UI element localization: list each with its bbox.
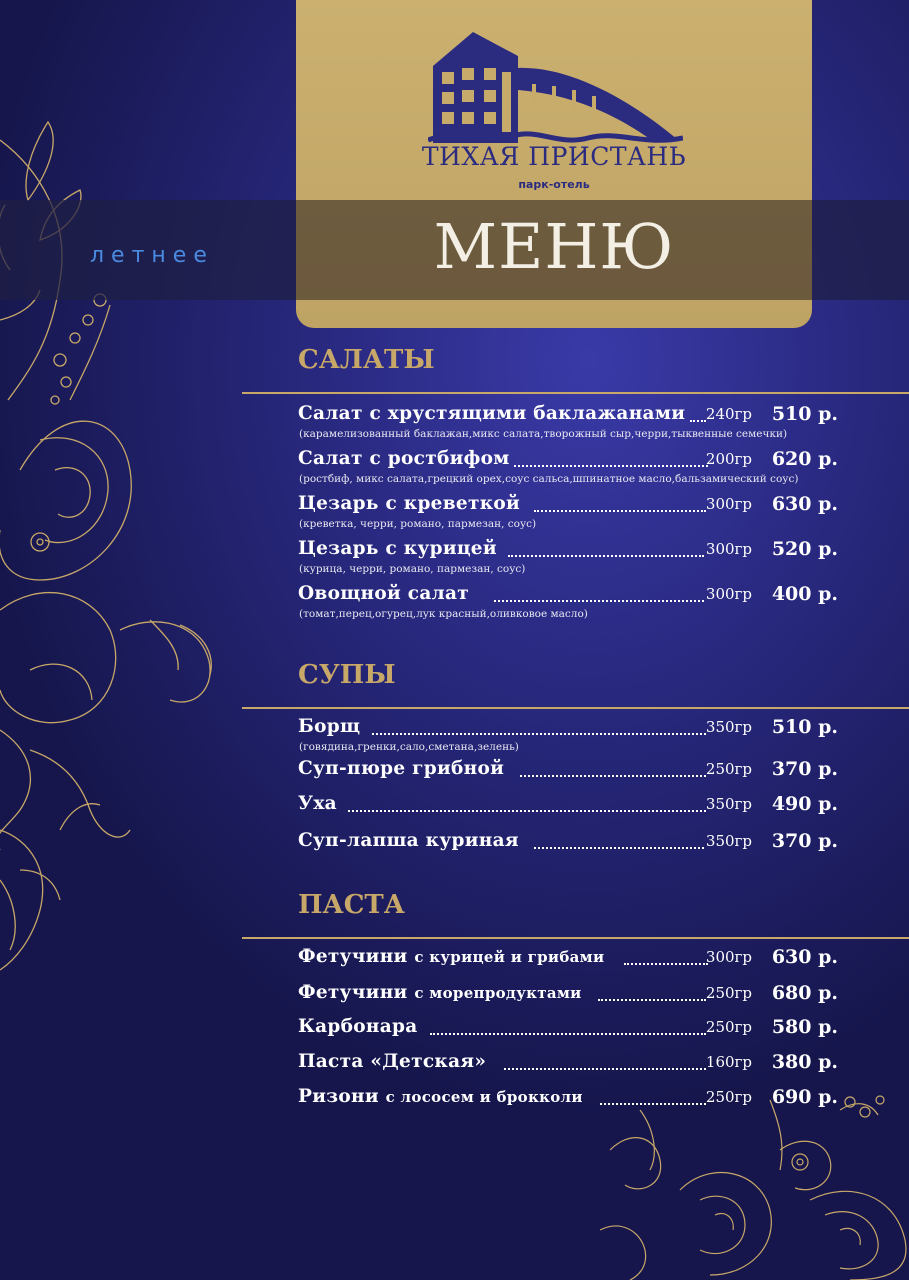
item-description: (говядина,гренки,сало,сметана,зелень): [299, 741, 519, 753]
item-name: Цезарь с креветкой: [298, 493, 521, 514]
item-name-rest: с курицей и грибами: [414, 948, 605, 966]
item-weight: 250гр: [705, 984, 752, 1002]
item-name: [298, 946, 604, 967]
item-price: 510 р.: [771, 716, 838, 738]
menu-item: [298, 1086, 838, 1114]
menu-item: [298, 1016, 838, 1044]
item-weight: 350гр: [705, 718, 752, 736]
hotel-subtitle: парк-отель: [518, 178, 590, 191]
dot-leader: [372, 723, 706, 735]
item-weight: 240гр: [705, 405, 752, 423]
dot-leader: [430, 1023, 706, 1035]
item-weight: 300гр: [705, 540, 752, 558]
menu-item: [298, 403, 838, 431]
item-name-main: Фетучини: [298, 982, 408, 1003]
item-description: (курица, черри, романо, пармезан, соус): [299, 563, 526, 575]
dot-leader: [504, 1058, 706, 1070]
menu-item: [298, 538, 838, 566]
menu-item: [298, 493, 838, 521]
menu-item: [298, 716, 838, 744]
item-name: Паста «Детская»: [298, 1051, 487, 1072]
item-weight: 250гр: [705, 1088, 752, 1106]
menu-item: [298, 982, 838, 1010]
hotel-name: ТИХАЯ ПРИСТАНЬ: [421, 142, 687, 171]
item-price: 370 р.: [771, 830, 838, 852]
item-name: Карбонара: [298, 1016, 418, 1037]
item-description: (креветка, черри, романо, пармезан, соус): [299, 518, 537, 530]
dot-leader: [534, 500, 706, 512]
section-title-pasta: ПАСТА: [298, 890, 405, 920]
item-name: Суп-пюре грибной: [298, 758, 505, 779]
dot-leader: [534, 837, 704, 849]
item-name: Овощной салат: [298, 583, 470, 604]
item-price: 510 р.: [771, 403, 838, 425]
section-title-salads: САЛАТЫ: [298, 345, 435, 375]
menu-item: [298, 758, 838, 786]
item-weight: 200гр: [705, 450, 752, 468]
item-description: (карамелизованный баклажан,микс салата,творожный сыр,черри,тыквенные семечки): [299, 428, 788, 440]
section-divider: [242, 392, 909, 394]
item-price: 490 р.: [771, 793, 838, 815]
item-description: (томат,перец,огурец,лук красный,оливковое масло): [299, 608, 588, 620]
dot-leader: [598, 989, 706, 1001]
dot-leader: [520, 765, 706, 777]
item-price: 690 р.: [771, 1086, 838, 1108]
dot-leader: [494, 590, 704, 602]
menu-item: [298, 448, 838, 476]
section-divider: [242, 707, 909, 709]
item-name: Борщ: [298, 716, 361, 737]
item-name: Салат с ростбифом: [298, 448, 510, 469]
menu-item: [298, 583, 838, 611]
item-price: 630 р.: [771, 493, 838, 515]
item-price: 370 р.: [771, 758, 838, 780]
item-weight: 250гр: [705, 760, 752, 778]
dot-leader: [508, 545, 704, 557]
item-name-main: Фетучини: [298, 946, 408, 967]
menu-item: [298, 830, 838, 858]
dot-leader: [600, 1093, 706, 1105]
dot-leader: [514, 455, 708, 467]
floral-right-icon: [600, 1090, 909, 1280]
item-weight: 300гр: [705, 948, 752, 966]
dot-leader: [624, 953, 708, 965]
item-price: 580 р.: [771, 1016, 838, 1038]
item-name-rest: с лососем и брокколи: [385, 1088, 583, 1106]
item-name: Суп-лапша куриная: [298, 830, 519, 851]
item-weight: 160гр: [705, 1053, 752, 1071]
menu-item: [298, 946, 838, 974]
hotel-logo-icon: [428, 28, 683, 150]
item-weight: 300гр: [705, 585, 752, 603]
item-price: 620 р.: [771, 448, 838, 470]
item-weight: 250гр: [705, 1018, 752, 1036]
season-label: летнее: [90, 243, 214, 268]
item-name: Уха: [298, 793, 337, 814]
item-name-rest: с морепродуктами: [414, 984, 582, 1002]
item-name-main: Ризони: [298, 1086, 379, 1107]
item-weight: 350гр: [705, 795, 752, 813]
item-price: 520 р.: [771, 538, 838, 560]
item-name: Цезарь с курицей: [298, 538, 497, 559]
section-title-soups: СУПЫ: [298, 660, 396, 690]
item-price: 680 р.: [771, 982, 838, 1004]
menu-title: МЕНЮ: [433, 210, 675, 283]
item-name: [298, 1086, 583, 1107]
item-price: 380 р.: [771, 1051, 838, 1073]
menu-item: [298, 1051, 838, 1079]
section-divider: [242, 937, 909, 939]
dot-leader: [348, 800, 706, 812]
item-weight: 350гр: [705, 832, 752, 850]
item-price: 400 р.: [771, 583, 838, 605]
item-name: Салат с хрустящими баклажанами: [298, 403, 686, 424]
item-description: (ростбиф, микс салата,грецкий орех,соус сальса,шпинатное масло,бальзамический соус): [299, 473, 799, 485]
dot-leader: [690, 410, 706, 422]
item-price: 630 р.: [771, 946, 838, 968]
item-name: [298, 982, 582, 1003]
item-weight: 300гр: [705, 495, 752, 513]
menu-item: [298, 793, 838, 821]
